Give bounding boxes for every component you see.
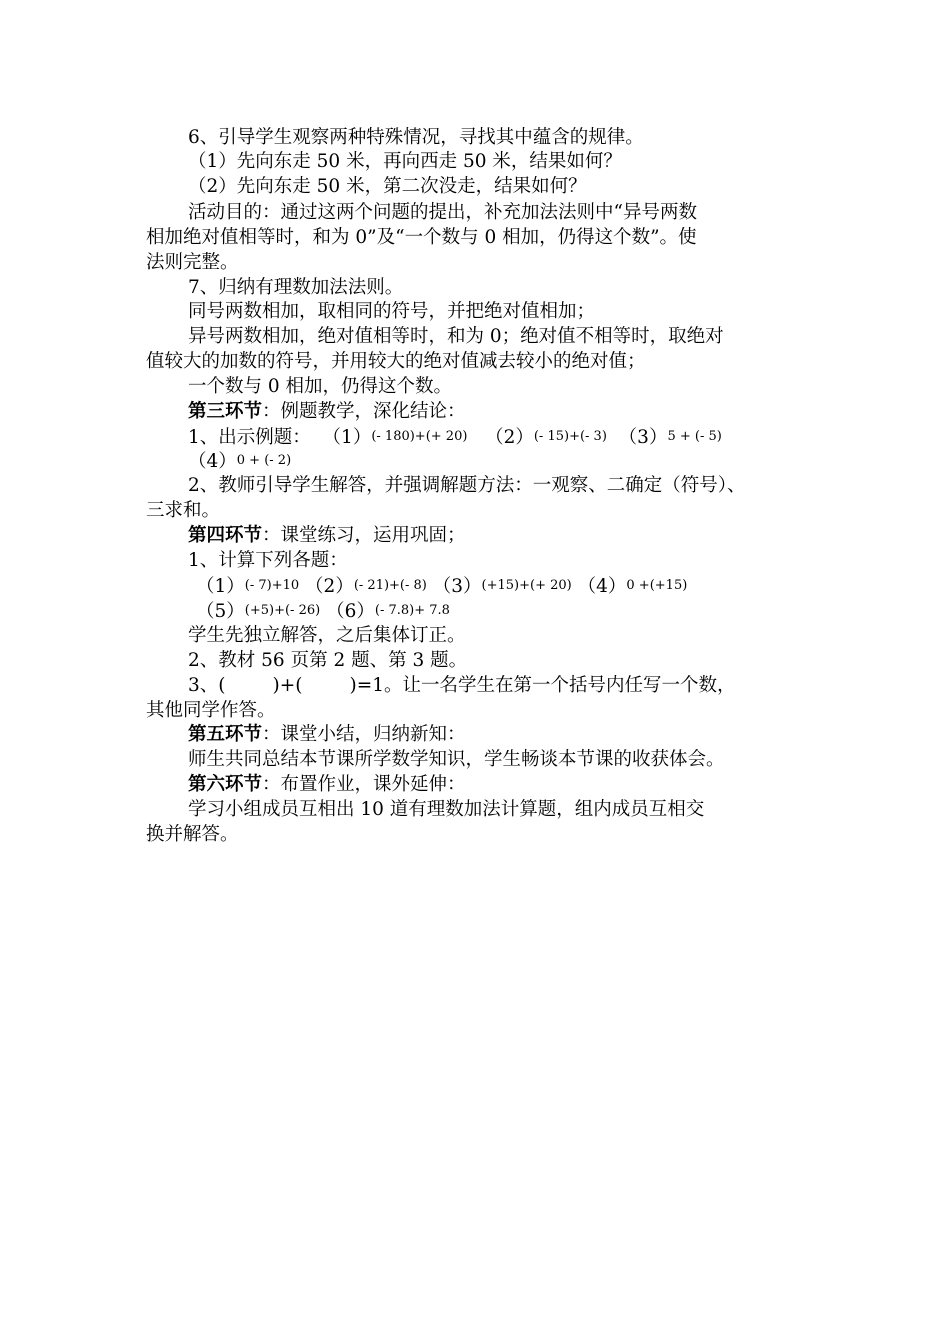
paragraph: 活动目的：通过这两个问题的提出，补充加法法则中“异号两数 [188,202,697,223]
section-heading-4 [188,524,466,548]
item-number: （1） [322,427,372,448]
heading-text: ：布置作业，课外延伸： [262,774,466,795]
math-expression: (- 7)+10 [244,578,300,593]
lead-text: 1、出示例题： [188,427,311,448]
math-expression: (- 21)+(- 8) [353,578,427,593]
paragraph: 学习小组成员互相出 10 道有理数加法计算题，组内成员互相交 [188,799,705,820]
item-number: （3） [618,427,668,448]
heading-text: ：课堂练习，运用巩固； [262,525,466,546]
math-expression: 0 +(+15) [626,578,688,593]
math-expression: (- 7.8)+ 7.8 [374,603,450,618]
item-number: （4） [188,451,237,472]
paragraph: （1）先向东走 50 米，再向西走 50 米，结果如何？ [188,151,622,172]
math-expression: (- 180)+(+ 20) [371,429,468,444]
paragraph: 三求和。 [146,500,221,521]
math-expression: (- 15)+(- 3) [533,429,607,444]
example-row-1 [188,425,722,450]
paragraph: 6、引导学生观察两种特殊情况，寻找其中蕴含的规律。 [188,127,644,148]
heading-label: 第五环节 [188,724,263,745]
paragraph: 换并解答。 [146,824,239,845]
paragraph: 2、教材 56 页第 2 题、第 3 题。 [188,650,468,671]
heading-label: 第三环节 [188,401,263,422]
paragraph: 1、计算下列各题： [188,550,348,571]
item-number: （6） [326,601,375,622]
item-number: （5） [196,601,245,622]
example-row-2 [188,449,291,474]
item-number: （4） [577,576,627,597]
paragraph: 7、归纳有理数加法法则。 [188,277,404,298]
paragraph: 其他同学作答。 [146,700,276,721]
paragraph: 同号两数相加，取相同的符号，并把绝对值相加； [188,301,596,322]
paragraph: 2、教师引导学生解答，并强调解题方法：一观察、二确定（符号）、 [188,475,746,496]
paragraph: 法则完整。 [146,252,239,273]
math-expression: (+5)+(- 26) [244,603,321,618]
practice-row-1 [196,574,687,599]
paragraph: （2）先向东走 50 米，第二次没走，结果如何？ [188,176,587,197]
item-number: （2） [485,427,534,448]
paragraph: 3、( )+( )=1。让一名学生在第一个括号内任写一个数， [188,675,736,696]
paragraph: 一个数与 0 相加，仍得这个数。 [188,376,453,397]
math-expression: (+15)+(+ 20) [481,578,572,593]
section-heading-3 [188,400,466,424]
heading-label: 第四环节 [188,525,263,546]
math-expression: 0 + (- 2) [236,453,292,468]
item-number: （1） [196,576,245,597]
practice-row-2 [196,599,450,624]
item-number: （3） [432,576,482,597]
section-heading-5 [188,723,466,747]
paragraph: 值较大的加数的符号，并用较大的绝对值减去较小的绝对值； [146,351,646,372]
math-expression: 5 + (- 5) [667,429,722,444]
heading-label: 第六环节 [188,774,263,795]
paragraph: 师生共同总结本节课所学数学知识，学生畅谈本节课的收获体会。 [188,749,725,770]
paragraph: 相加绝对值相等时，和为 0”及“一个数与 0 相加，仍得这个数”。使 [146,227,697,248]
paragraph: 学生先独立解答，之后集体订正。 [188,625,466,646]
section-heading-6 [188,773,466,797]
heading-text: ：课堂小结，归纳新知： [262,724,466,745]
item-number: （2） [305,576,354,597]
paragraph: 异号两数相加，绝对值相等时，和为 0；绝对值不相等时，取绝对 [188,326,724,347]
heading-text: ：例题教学，深化结论： [262,401,466,422]
